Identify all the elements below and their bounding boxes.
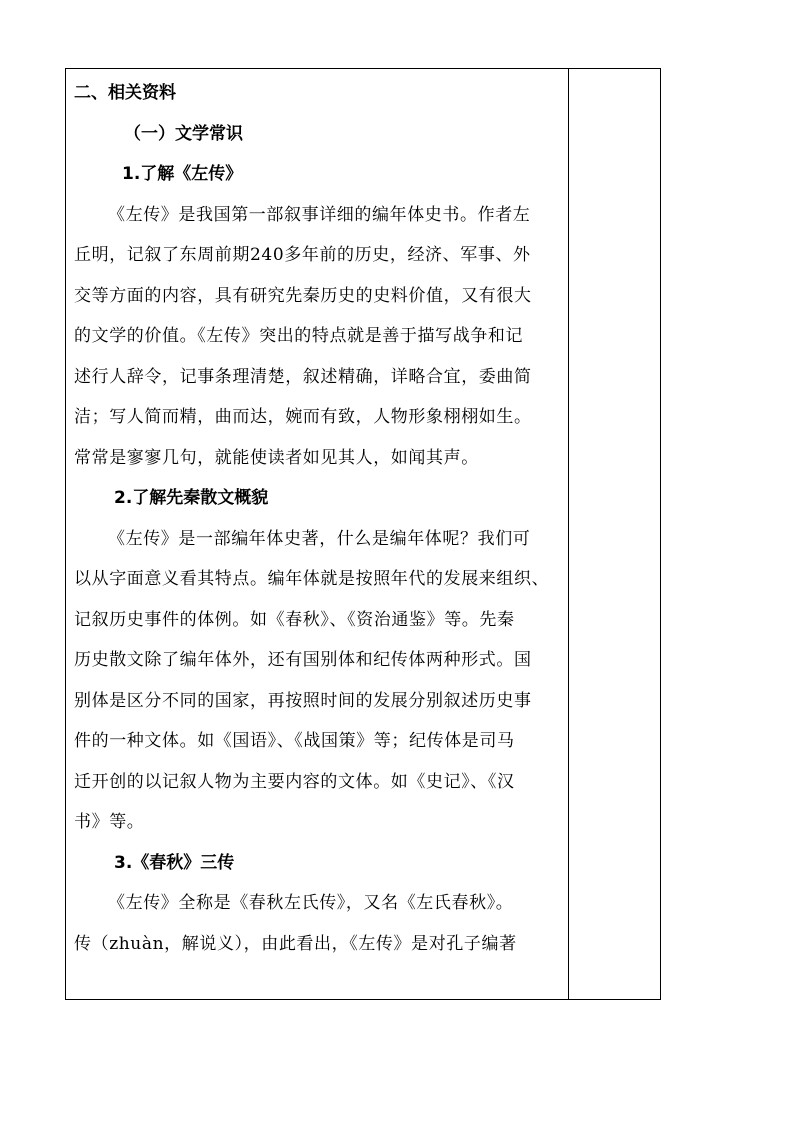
paragraph-line: 迁开创的以记叙人物为主要内容的文体。如《史记》、《汉 (74, 771, 515, 792)
content-cell (74, 73, 562, 964)
paragraph-line: 以从字面意义看其特点。编年体就是按照年代的发展来组织、 (74, 569, 550, 589)
paragraph-line: 交等方面的内容，具有研究先秦历史的史料价值，又有很大 (74, 285, 532, 306)
paragraph-line: 《左传》全称是《春秋左氏传》，又名《左氏春秋》。 (108, 893, 514, 913)
paragraph-line: 丘明，记叙了东周前期240多年前的历史，经济、军事、外 (74, 245, 531, 265)
paragraph-line: 述行人辞令，记事条理清楚，叙述精确，详略合宜，委曲简 (74, 366, 532, 387)
paragraph-line: 别体是区分不同的国家，再按照时间的发展分别叙述历史事 (74, 690, 532, 711)
section-title: 二、相关资料 (74, 83, 176, 103)
table-column-divider (568, 69, 569, 999)
paragraph-line: 书》等。 (74, 812, 145, 832)
paragraph-line: 历史散文除了编年体外，还有国别体和纪传体两种形式。国 (74, 650, 532, 670)
item1-heading: 1.了解《左传》 (122, 164, 243, 184)
paragraph-line: 件的一种文体。如《国语》、《战国策》等；纪传体是司马 (74, 731, 515, 751)
item3-heading: 3.《春秋》三传 (114, 852, 235, 873)
item2-heading: 2.了解先秦散文概貌 (114, 488, 269, 508)
paragraph-line: 常常是寥寥几句，就能使读者如见其人，如闻其声。 (74, 447, 479, 468)
paragraph-line: 记叙历史事件的体例。如《春秋》、《资治通鉴》等。先秦 (74, 609, 515, 630)
paragraph-line: 传（zhuàn，解说义），由此看出，《左传》是对孔子编著 (74, 933, 517, 954)
paragraph-line: 洁；写人简而精，曲而达，婉而有致，人物形象栩栩如生。 (74, 407, 532, 427)
subsection-title: （一）文学常识 (124, 123, 243, 144)
paragraph-line: 《左传》是我国第一部叙事详细的编年体史书。作者左 (108, 204, 531, 225)
document-table (65, 68, 661, 1000)
paragraph-line: 《左传》是一部编年体史著，什么是编年体呢？我们可 (108, 528, 531, 549)
paragraph-line: 的文学的价值。《左传》突出的特点就是善于描写战争和记 (74, 326, 524, 346)
